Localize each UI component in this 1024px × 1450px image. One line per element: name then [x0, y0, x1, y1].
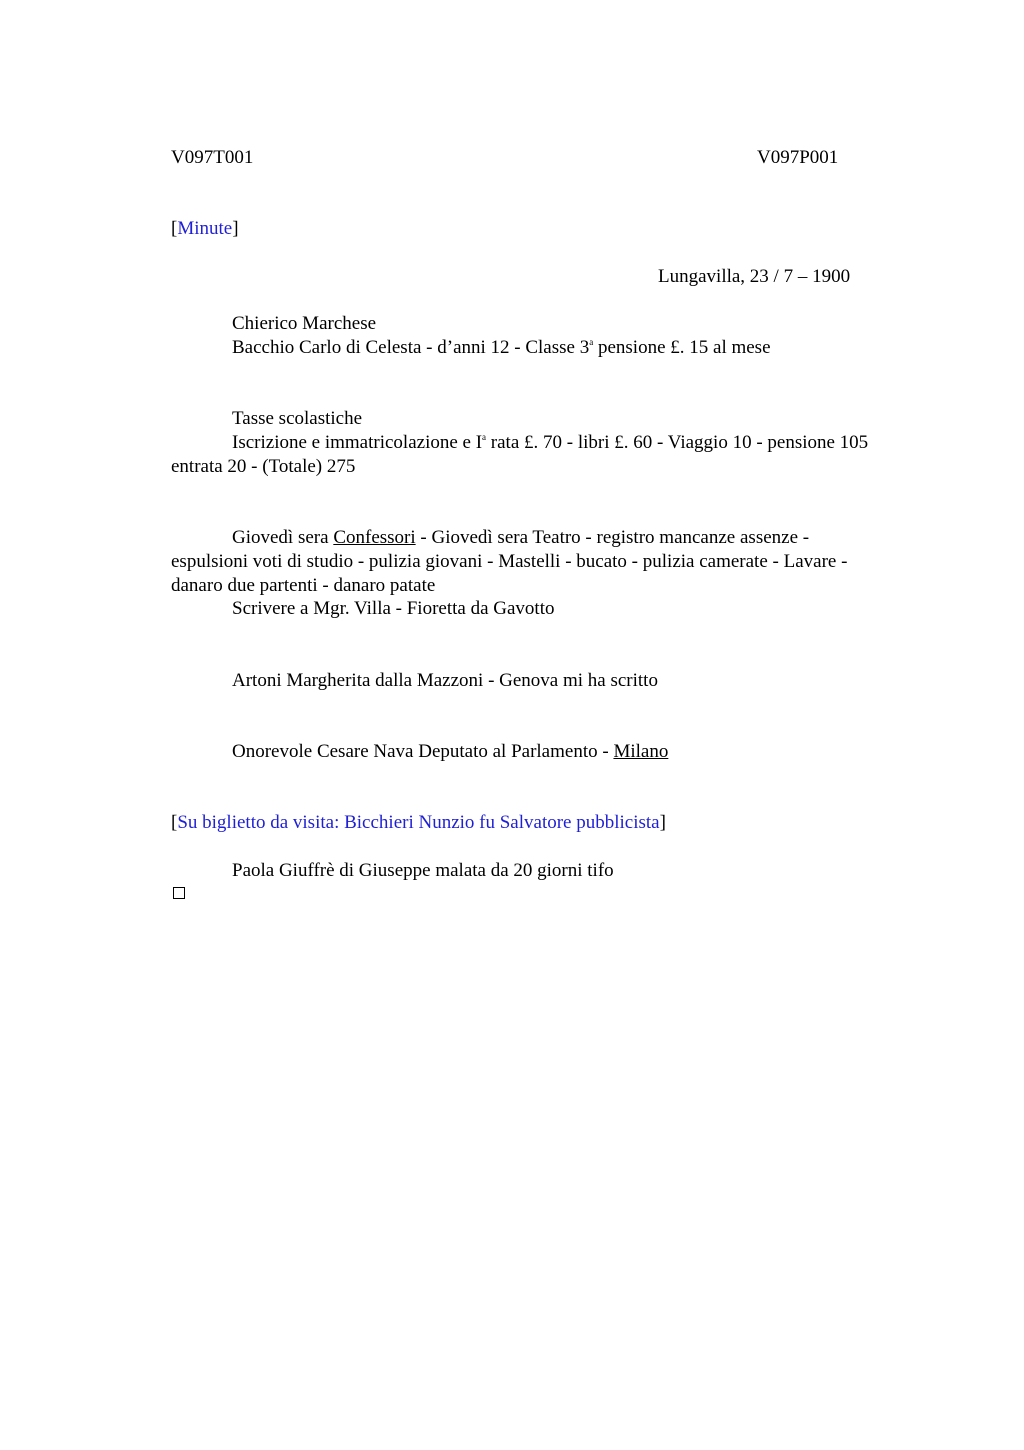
- block6-line1: Paola Giuffrè di Giuseppe malata da 20 giorni tifo: [232, 860, 614, 881]
- block2-line2-pre: Iscrizione e immatricolazione e I: [232, 432, 483, 453]
- bracket-close: ]: [232, 218, 239, 239]
- confessori-underlined: Confessori: [333, 527, 416, 548]
- block3-line1: [232, 526, 809, 550]
- block1-line1: Chierico Marchese: [232, 313, 377, 334]
- empty-checkbox-icon: [173, 887, 185, 899]
- block5-line: [232, 740, 668, 764]
- block2-line2-post: rata £. 70 - libri £. 60 - Viaggio 10 - pensione 105: [486, 432, 869, 453]
- block2-line1: Tasse scolastiche: [232, 408, 363, 429]
- block2-line2: [232, 431, 868, 455]
- bracket-close: ]: [659, 812, 666, 833]
- block1-line2-sup: a: [589, 337, 594, 347]
- milano-underlined: Milano: [613, 741, 669, 762]
- bracket-open: [: [171, 812, 178, 833]
- minute-note: [171, 217, 239, 241]
- block3-line3: danaro due partenti - danaro patate: [171, 575, 436, 596]
- minute-label: Minute: [177, 218, 233, 239]
- block1-line2-pre: Bacchio Carlo di Celesta - d’anni 12 - Classe 3: [232, 337, 590, 358]
- card-note-label: Su biglietto da visita: Bicchieri Nunzio fu Salvatore pubblicista: [177, 812, 660, 833]
- card-note: [171, 811, 666, 835]
- block2-line2-sup: a: [482, 432, 487, 442]
- header-left-code: V097T001: [171, 147, 254, 168]
- date-line: Lungavilla, 23 / 7 – 1900: [658, 266, 851, 287]
- block3-line1-pre: Giovedì sera: [232, 527, 334, 548]
- block3-line1-post: - Giovedì sera Teatro - registro mancanze assenze -: [415, 527, 810, 548]
- bracket-open: [: [171, 218, 178, 239]
- block3-line4: Scrivere a Mgr. Villa - Fioretta da Gavotto: [232, 598, 555, 619]
- block1-line2: [232, 336, 771, 360]
- header-right-code: V097P001: [757, 147, 839, 168]
- block2-line3: entrata 20 - (Totale) 275: [171, 456, 356, 477]
- block4-line1: Artoni Margherita dalla Mazzoni - Genova mi ha scritto: [232, 670, 658, 691]
- block5-pre: Onorevole Cesare Nava Deputato al Parlamento -: [232, 741, 614, 762]
- block3-line2: espulsioni voti di studio - pulizia giovani - Mastelli - bucato - pulizia camerate - Lavare -: [171, 551, 848, 572]
- block1-line2-post: pensione £. 15 al mese: [593, 337, 771, 358]
